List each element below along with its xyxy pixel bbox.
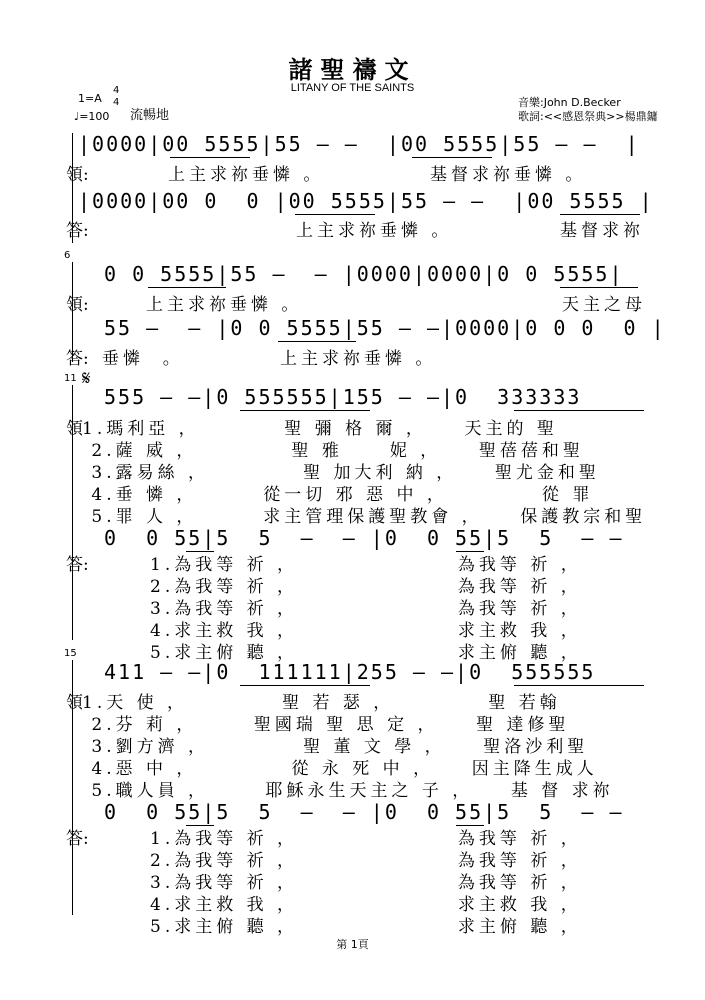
music-credit: 音樂:John D.Becker <box>518 96 621 109</box>
beam-line <box>514 685 644 686</box>
answer-verse-line: 5.求主俯 聽 ， 求主俯 聽 ， <box>150 917 582 937</box>
time-signature-bottom: 4 <box>113 97 120 108</box>
answer-verse-line: 4.求主救 我 ， 求主救 我 ， <box>150 621 582 641</box>
answer-notes-line: 0 0 55|5 5 – – |0 0 55|5 5 – – <box>104 526 624 550</box>
leader-label: 領 <box>66 419 83 439</box>
leader-verse-line: 4.垂 憐 ， 從一切 邪 惡 中 ， 從 罪 <box>82 485 594 505</box>
answer-lyrics: 基督求祢 <box>560 221 644 241</box>
answer-verse-line: 2.為我等 祈 ， 為我等 祈 ， <box>150 577 582 597</box>
leader-notes-line: |0000|00 5555|55 – – |00 5555|55 – – | <box>78 132 640 156</box>
expression-marking: 流暢地 <box>130 108 170 123</box>
beam-line <box>412 157 492 158</box>
answer-lyrics: 垂憐 。 <box>102 349 184 369</box>
leader-lyrics: 上主求祢垂憐 。 <box>146 295 303 315</box>
answer-label: 答: <box>66 555 89 575</box>
answer-verse-line: 3.為我等 祈 ， 為我等 祈 ， <box>150 599 582 619</box>
answer-label: 答: <box>66 829 89 849</box>
leader-lyrics: 基督求祢垂憐 。 <box>430 165 587 185</box>
page-title: 諸聖禱文 <box>288 55 417 84</box>
measure-number: 15 <box>64 648 77 659</box>
measure-number: 11 <box>64 373 77 384</box>
beam-line <box>240 410 370 411</box>
beam-line <box>240 685 370 686</box>
answer-notes-line: 0 0 55|5 5 – – |0 0 55|5 5 – – <box>104 800 624 824</box>
tempo-marking: ♩=100 <box>74 110 110 123</box>
page-number: 第 1頁 <box>336 938 369 951</box>
leader-notes-line: 555 – –|0 555555|155 – –|0 333333 <box>104 385 582 409</box>
answer-lyrics: 上主求祢垂憐 。 <box>296 221 453 241</box>
leader-verse-line: 3.劉方濟 ， 聖 董 文 學 ， 聖洛沙利聖 <box>82 737 589 757</box>
answer-label: 答: <box>66 221 89 241</box>
answer-lyrics: 上主求祢垂憐 。 <box>280 349 437 369</box>
lyrics-credit: 歌詞:<<感恩祭典>>楊鼎鏞 <box>518 110 658 123</box>
leader-label: 領: <box>66 165 89 185</box>
beam-line <box>295 214 375 215</box>
leader-notes-line: 0 0 5555|55 – – |0000|0000|0 0 5555| <box>104 262 624 286</box>
measure-number: 6 <box>64 250 71 261</box>
answer-notes-line: |0000|00 0 0 |00 5555|55 – – |00 5555 | <box>78 189 654 213</box>
answer-verse-line: 3.為我等 祈 ， 為我等 祈 ， <box>150 873 582 893</box>
leader-notes-line: 411 – –|0 111111|255 – –|0 555555 <box>104 660 596 684</box>
answer-verse-line: 5.求主俯 聽 ， 求主俯 聽 ， <box>150 643 582 663</box>
leader-verse-line: 1.瑪利亞 ， 聖 彌 格 爾 ， 天主的 聖 <box>82 419 558 439</box>
leader-verse-line: 3.露易絲 ， 聖 加大利 納 ， 聖尤金和聖 <box>82 463 600 483</box>
leader-lyrics: 上主求祢垂憐 。 <box>168 165 325 185</box>
beam-line <box>278 341 356 342</box>
leader-verse-line: 1.天 使 ， 聖 若 瑟 ， 聖 若翰 <box>82 693 561 713</box>
answer-verse-line: 1.為我等 祈 ， 為我等 祈 ， <box>150 555 582 575</box>
page-subtitle: LITANY OF THE SAINTS <box>290 82 415 94</box>
beam-line <box>560 214 640 215</box>
answer-label: 答: <box>66 349 89 369</box>
leader-label: 領: <box>66 295 89 315</box>
leader-verse-line: 4.惡 中 ， 從 永 死 中 ， 因主降生成人 <box>82 759 598 779</box>
beam-line <box>560 287 638 288</box>
leader-verse-line: 5.罪 人 ， 求主管理保護聖教會 ， 保護教宗和聖 <box>82 507 647 527</box>
segno-sign: 𝄋 <box>82 366 91 390</box>
leader-verse-line: 5.職人員 ， 耶穌永生天主之 子 ， 基 督 求祢 <box>82 781 614 801</box>
answer-verse-line: 1.為我等 祈 ， 為我等 祈 ， <box>150 829 582 849</box>
answer-notes-line: 55 – – |0 0 5555|55 – –|0000|0 0 0 0 | <box>104 316 666 340</box>
leader-lyrics: 天主之母 <box>562 295 646 315</box>
answer-verse-line: 4.求主救 我 ， 求主救 我 ， <box>150 895 582 915</box>
leader-verse-line: 2.芬 莉 ， 聖國瑞 聖 思 定 ， 聖 達修聖 <box>82 715 570 735</box>
beam-line <box>148 287 226 288</box>
answer-verse-line: 2.為我等 祈 ， 為我等 祈 ， <box>150 851 582 871</box>
time-signature-top: 4 <box>113 85 120 96</box>
key-signature: 1=A <box>78 92 102 105</box>
beam-line <box>514 410 644 411</box>
leader-verse-line: 2.薩 威 ， 聖 雅 妮 ， 聖蓓蓓和聖 <box>82 441 584 461</box>
leader-label: 領 <box>66 693 83 713</box>
beam-line <box>170 157 250 158</box>
